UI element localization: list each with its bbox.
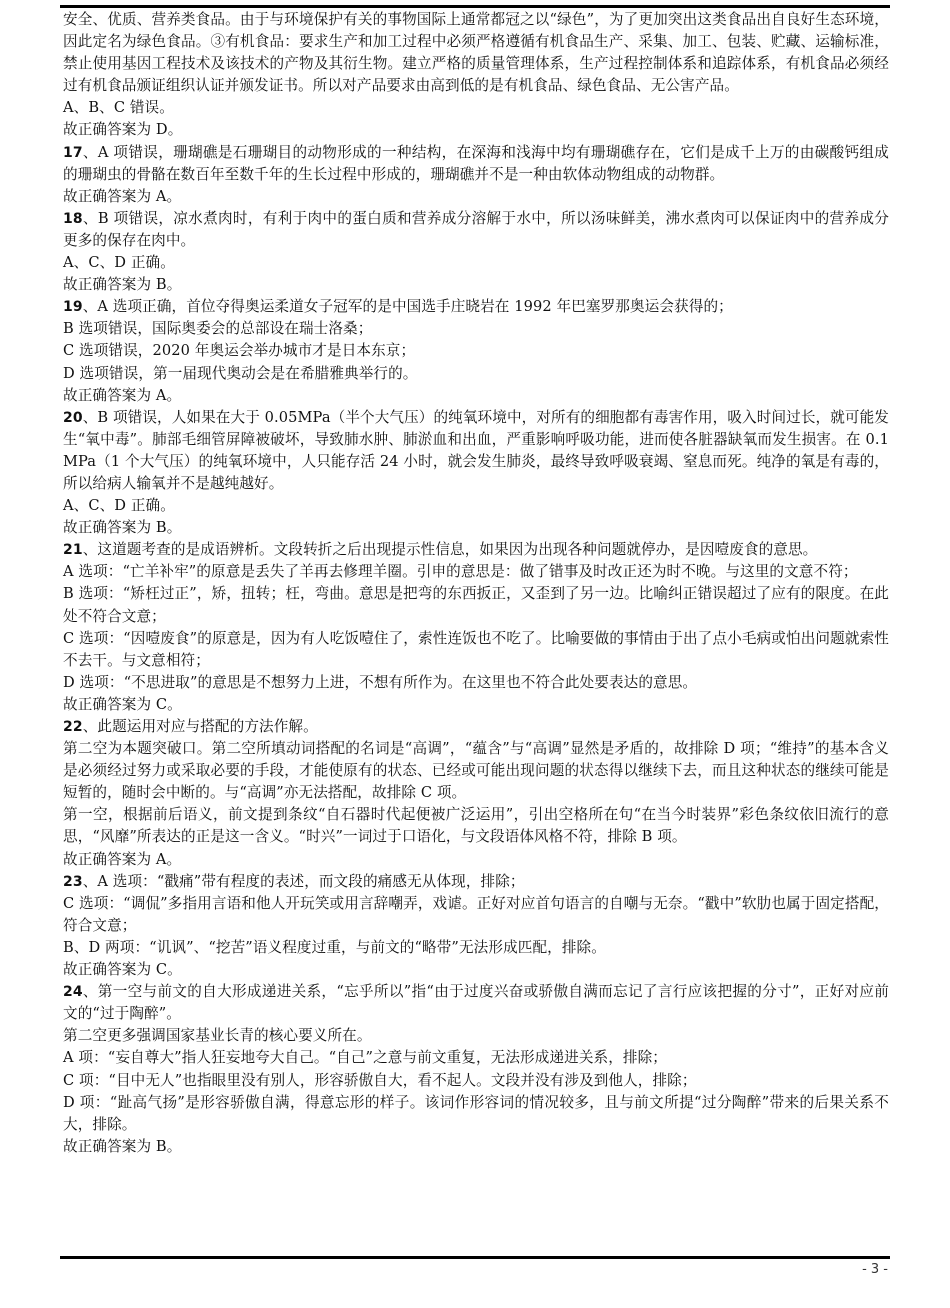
question-number: 18 — [63, 210, 83, 227]
paragraph-text: 、A 选项：“戳痛”带有程度的表述，而文段的痛感无从体现，排除； — [82, 872, 525, 890]
explanation-line — [63, 363, 889, 385]
question-number: 17 — [63, 144, 83, 161]
paragraph-text: 、B 项错误，人如果在大于 0.05MPa（半个大气压）的纯氧环境中，对所有的细胞都有毒害作用，吸入时间过长，就可能发生“氧中毒”。肺部毛细管屏障被破坏，导致肺水肿、肺淤血和出血，严重影响呼吸功能，进而使各脏器缺氧而发生损害。在 0.1MPa（1 个大气压）的纯氧环境中，人只能存活 24 小时，就会发生肺炎，最终导致呼吸衰竭、窒息而死。纯净的氧是有毒的，所以给病人输氧并不是越纯越好。 — [63, 408, 889, 492]
explanation-line — [63, 561, 889, 583]
explanation-line — [63, 628, 889, 672]
paragraph-text: 、此题运用对应与搭配的方法作解。 — [82, 718, 318, 735]
explanation-line — [63, 517, 889, 539]
question-explanation-start — [63, 539, 889, 561]
paragraph-text: 、这道题考查的是成语辨析。文段转折之后出现提示性信息，如果因为出现各种问题就停办，是因噎废食的意思。 — [82, 541, 818, 559]
paragraph-text: 第二空为本题突破口。第二空所填动词搭配的名词是“高调”，“蕴含”与“高调”显然是矛盾的，故排除 D 项；“维持”的基本含义是必须经过努力或采取必要的手段，才能使原有的状态、已经或可能出现问题的状态得以继续下去，而且这种状态的继续可能是短暂的，随时会中断的。与“高调”亦无法搭配，故排除 C 项。 — [63, 740, 889, 802]
paragraph-text: B、D 两项：“讥讽”、“挖苦”语义程度过重，与前文的“略带”无法形成匹配，排除。 — [63, 938, 606, 956]
explanation-line — [63, 252, 889, 274]
question-explanation-start — [63, 716, 889, 738]
paragraph-text: D 选项：“不思进取”的意思是不想努力上进，不想有所作为。在这里也不符合此处要表达的意思。 — [63, 673, 698, 691]
question-explanation-start — [63, 981, 889, 1025]
explanation-line — [63, 186, 889, 208]
paragraph-text: C 选项：“因噎废食”的原意是，因为有人吃饭噎住了，索性连饭也不吃了。比喻要做的事情由于出了点小毛病或怕出问题就索性不去干。与文意相符； — [63, 629, 889, 669]
explanation-line — [63, 672, 889, 694]
explanation-line — [63, 9, 889, 97]
explanation-line — [63, 694, 889, 716]
paragraph-text: 第二空更多强调国家基业长青的核心要义所在。 — [63, 1027, 372, 1045]
paragraph-text: 故正确答案为 C。 — [63, 961, 182, 979]
explanation-line — [63, 318, 889, 340]
explanation-line — [63, 495, 889, 517]
question-number: 22 — [63, 719, 83, 735]
paragraph-text: 故正确答案为 A。 — [63, 187, 182, 205]
explanation-line — [63, 849, 889, 871]
paragraph-text: 第一空，根据前后语义，前文提到条纹“自石器时代起便被广泛运用”，引出空格所在句“在当今时装界”彩色条纹依旧流行的意思，“风靡”所表达的正是这一含义。“时兴”一词过于口语化，与文段语体风格不符，排除 B 项。 — [63, 806, 889, 846]
explanation-line — [63, 583, 889, 627]
explanation-line — [63, 274, 889, 296]
explanation-line — [63, 1070, 889, 1092]
paragraph-text: C 项：“目中无人”也指眼里没有别人，形容骄傲自大，看不起人。文段并没有涉及到他人，排除； — [63, 1071, 697, 1089]
question-explanation-start — [63, 142, 889, 186]
explanation-line — [63, 893, 889, 937]
paragraph-text: B 选项：“矫枉过正”，矫，扭转；枉，弯曲。意思是把弯的东西扳正，又歪到了另一边。比喻纠正错误超过了应有的限度。在此处不符合文意； — [63, 585, 889, 625]
question-number: 24 — [63, 984, 83, 1001]
paragraph-text: A、B、C 错误。 — [63, 99, 174, 117]
bottom-rule — [60, 1256, 890, 1259]
explanation-line — [63, 804, 889, 848]
paragraph-text: 、A 项错误，珊瑚礁是石珊瑚目的动物形成的一种结构，在深海和浅海中均有珊瑚礁存在，它们是成千上万的由碳酸钙组成的珊瑚虫的骨骼在数百年至数千年的生长过程中形成的，珊瑚礁并不是一种由软体动物组成的动物群。 — [63, 143, 889, 183]
paragraph-text: D 选项错误，第一届现代奥动会是在希腊雅典举行的。 — [63, 364, 418, 382]
paragraph-text: 故正确答案为 A。 — [63, 386, 182, 404]
paragraph-text: A、C、D 正确。 — [63, 254, 175, 272]
paragraph-text: 故正确答案为 B。 — [63, 519, 182, 537]
paragraph-text: A 选项：“亡羊补牢”的原意是丢失了羊再去修理羊圈。引申的意思是：做了错事及时改正还为时不晚。与这里的文意不符； — [63, 563, 858, 581]
explanation-line — [63, 1025, 889, 1047]
answer-explanations — [63, 9, 889, 1158]
question-explanation-start — [63, 208, 889, 252]
explanation-line — [63, 959, 889, 981]
explanation-line — [63, 119, 889, 141]
explanation-line — [63, 738, 889, 804]
explanation-line — [63, 937, 889, 959]
paragraph-text: C 选项错误，2020 年奥运会举办城市才是日本东京； — [63, 342, 416, 360]
paragraph-text: C 选项：“调侃”多指用言语和他人开玩笑或用言辞嘲弄，戏谑。正好对应首句语言的自嘲与无奈。“戳中”软肋也属于固定搭配，符合文意； — [63, 894, 889, 934]
explanation-line — [63, 97, 889, 119]
paragraph-text: A 项：“妄自尊大”指人狂妄地夸大自己。“自己”之意与前文重复，无法形成递进关系，排除； — [63, 1049, 667, 1067]
paragraph-text: 故正确答案为 B。 — [63, 276, 182, 294]
question-explanation-start — [63, 871, 889, 893]
explanation-line — [63, 385, 889, 407]
paragraph-text: 安全、优质、营养类食品。由于与环境保护有关的事物国际上通常都冠之以“绿色”，为了更加突出这类食品出自良好生态环境，因此定名为绿色食品。③有机食品：要求生产和加工过程中必须严格遵循有机食品生产、采集、加工、包装、贮藏、运输标准，禁止使用基因工程技术及该技术的产物及其衍生物。建立严格的质量管理体系，生产过程控制体系和追踪体系，有机食品必须经过有机食品颁证组织认证并颁发证书。所以对产品要求由高到低的是有机食品、绿色食品、无公害产品。 — [63, 11, 889, 95]
question-number: 23 — [63, 873, 83, 890]
question-number: 20 — [63, 409, 83, 426]
explanation-line — [63, 340, 889, 362]
paragraph-text: 故正确答案为 A。 — [63, 850, 182, 868]
explanation-line — [63, 1047, 889, 1069]
paragraph-text: 故正确答案为 B。 — [63, 1137, 182, 1155]
question-explanation-start — [63, 296, 889, 318]
paragraph-text: 、B 项错误，凉水煮肉时，有利于肉中的蛋白质和营养成分溶解于水中，所以汤味鲜美，沸水煮肉可以保证肉中的营养成分更多的保存在肉中。 — [63, 209, 889, 249]
paragraph-text: 故正确答案为 D。 — [63, 121, 183, 139]
question-explanation-start — [63, 407, 889, 495]
question-number: 21 — [63, 542, 83, 559]
paragraph-text: 、A 选项正确，首位夺得奥运柔道女子冠军的是中国选手庄晓岩在 1992 年巴塞罗那奥运会获得的； — [82, 298, 733, 316]
explanation-line — [63, 1136, 889, 1158]
top-rule — [60, 5, 890, 8]
question-number: 19 — [63, 299, 83, 316]
explanation-line — [63, 1092, 889, 1136]
paragraph-text: A、C、D 正确。 — [63, 497, 175, 515]
paragraph-text: 故正确答案为 C。 — [63, 695, 182, 713]
page-number: - 3 - — [862, 1262, 888, 1277]
paragraph-text: 、第一空与前文的自大形成递进关系，“忘乎所以”指“由于过度兴奋或骄傲自满而忘记了言行应该把握的分寸”，正好对应前文的“过于陶醉”。 — [63, 983, 889, 1023]
paragraph-text: D 项：“趾高气扬”是形容骄傲自满，得意忘形的样子。该词作形容词的情况较多，且与前文所提“过分陶醉”带来的后果关系不大，排除。 — [63, 1093, 889, 1133]
paragraph-text: B 选项错误，国际奥委会的总部设在瑞士洛桑； — [63, 320, 373, 338]
